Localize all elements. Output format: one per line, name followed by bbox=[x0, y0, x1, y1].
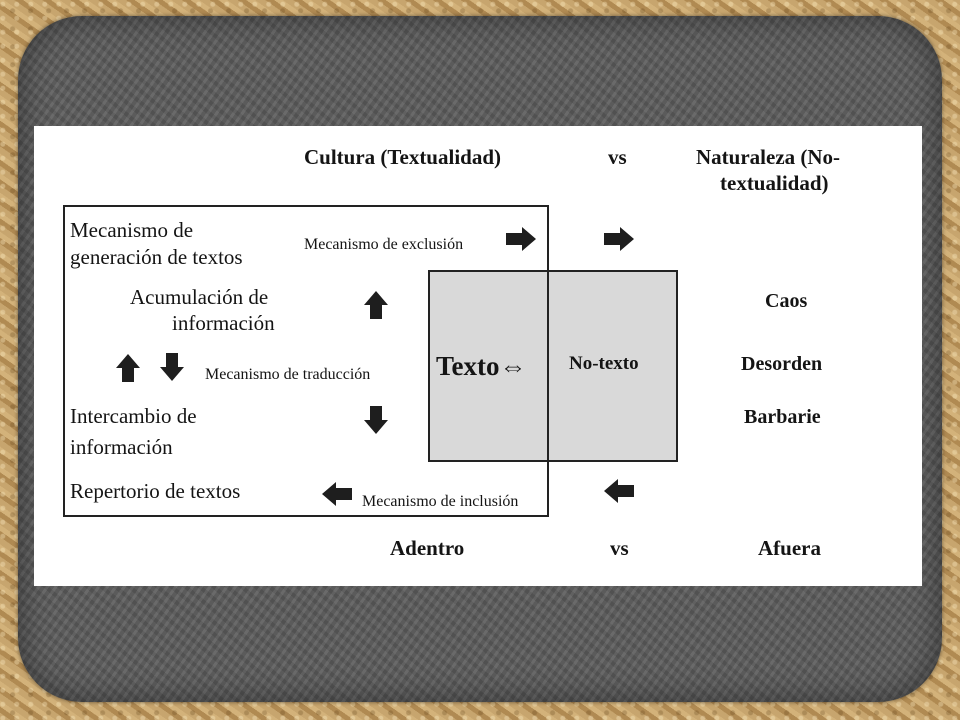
inclusion-label: Mecanismo de inclusión bbox=[362, 493, 519, 510]
exclusion-arrow-right-icon bbox=[506, 227, 536, 251]
generacion-label-line1: Mecanismo de bbox=[70, 218, 194, 242]
footer-vs: vs bbox=[610, 536, 629, 560]
generacion-label-line2: generación de textos bbox=[70, 245, 243, 269]
afuera-label: Afuera bbox=[758, 536, 821, 560]
left-arrow-down-icon bbox=[160, 353, 184, 381]
outside-arrow-right-icon bbox=[604, 227, 634, 251]
barbarie-label: Barbarie bbox=[744, 406, 821, 428]
no-texto-label: No-texto bbox=[569, 353, 639, 374]
header-naturaleza-line2: textualidad) bbox=[720, 171, 829, 195]
intercambio-label-line1: Intercambio de bbox=[70, 404, 197, 428]
repertorio-label: Repertorio de textos bbox=[70, 479, 241, 503]
acumulacion-arrow-up-icon bbox=[364, 291, 388, 319]
header-cultura: Cultura (Textualidad) bbox=[304, 145, 502, 169]
outside-arrow-left-icon bbox=[604, 479, 634, 503]
header-naturaleza-line1: Naturaleza (No- bbox=[696, 145, 841, 169]
exclusion-label: Mecanismo de exclusión bbox=[304, 236, 464, 253]
acumulacion-label-line2: información bbox=[172, 311, 275, 335]
traduccion-label: Mecanismo de traducción bbox=[205, 366, 371, 383]
traduccion-arrow-down-icon bbox=[364, 406, 388, 434]
caos-label: Caos bbox=[765, 290, 808, 312]
intercambio-label-line2: información bbox=[70, 435, 173, 459]
adentro-label: Adentro bbox=[390, 536, 465, 560]
desorden-label: Desorden bbox=[741, 353, 823, 375]
header-vs: vs bbox=[608, 145, 627, 169]
left-arrow-up-icon bbox=[116, 354, 140, 382]
texto-label: Texto⇔ bbox=[436, 351, 527, 381]
acumulacion-label-line1: Acumulación de bbox=[130, 285, 269, 309]
inclusion-arrow-left-icon bbox=[322, 482, 352, 506]
